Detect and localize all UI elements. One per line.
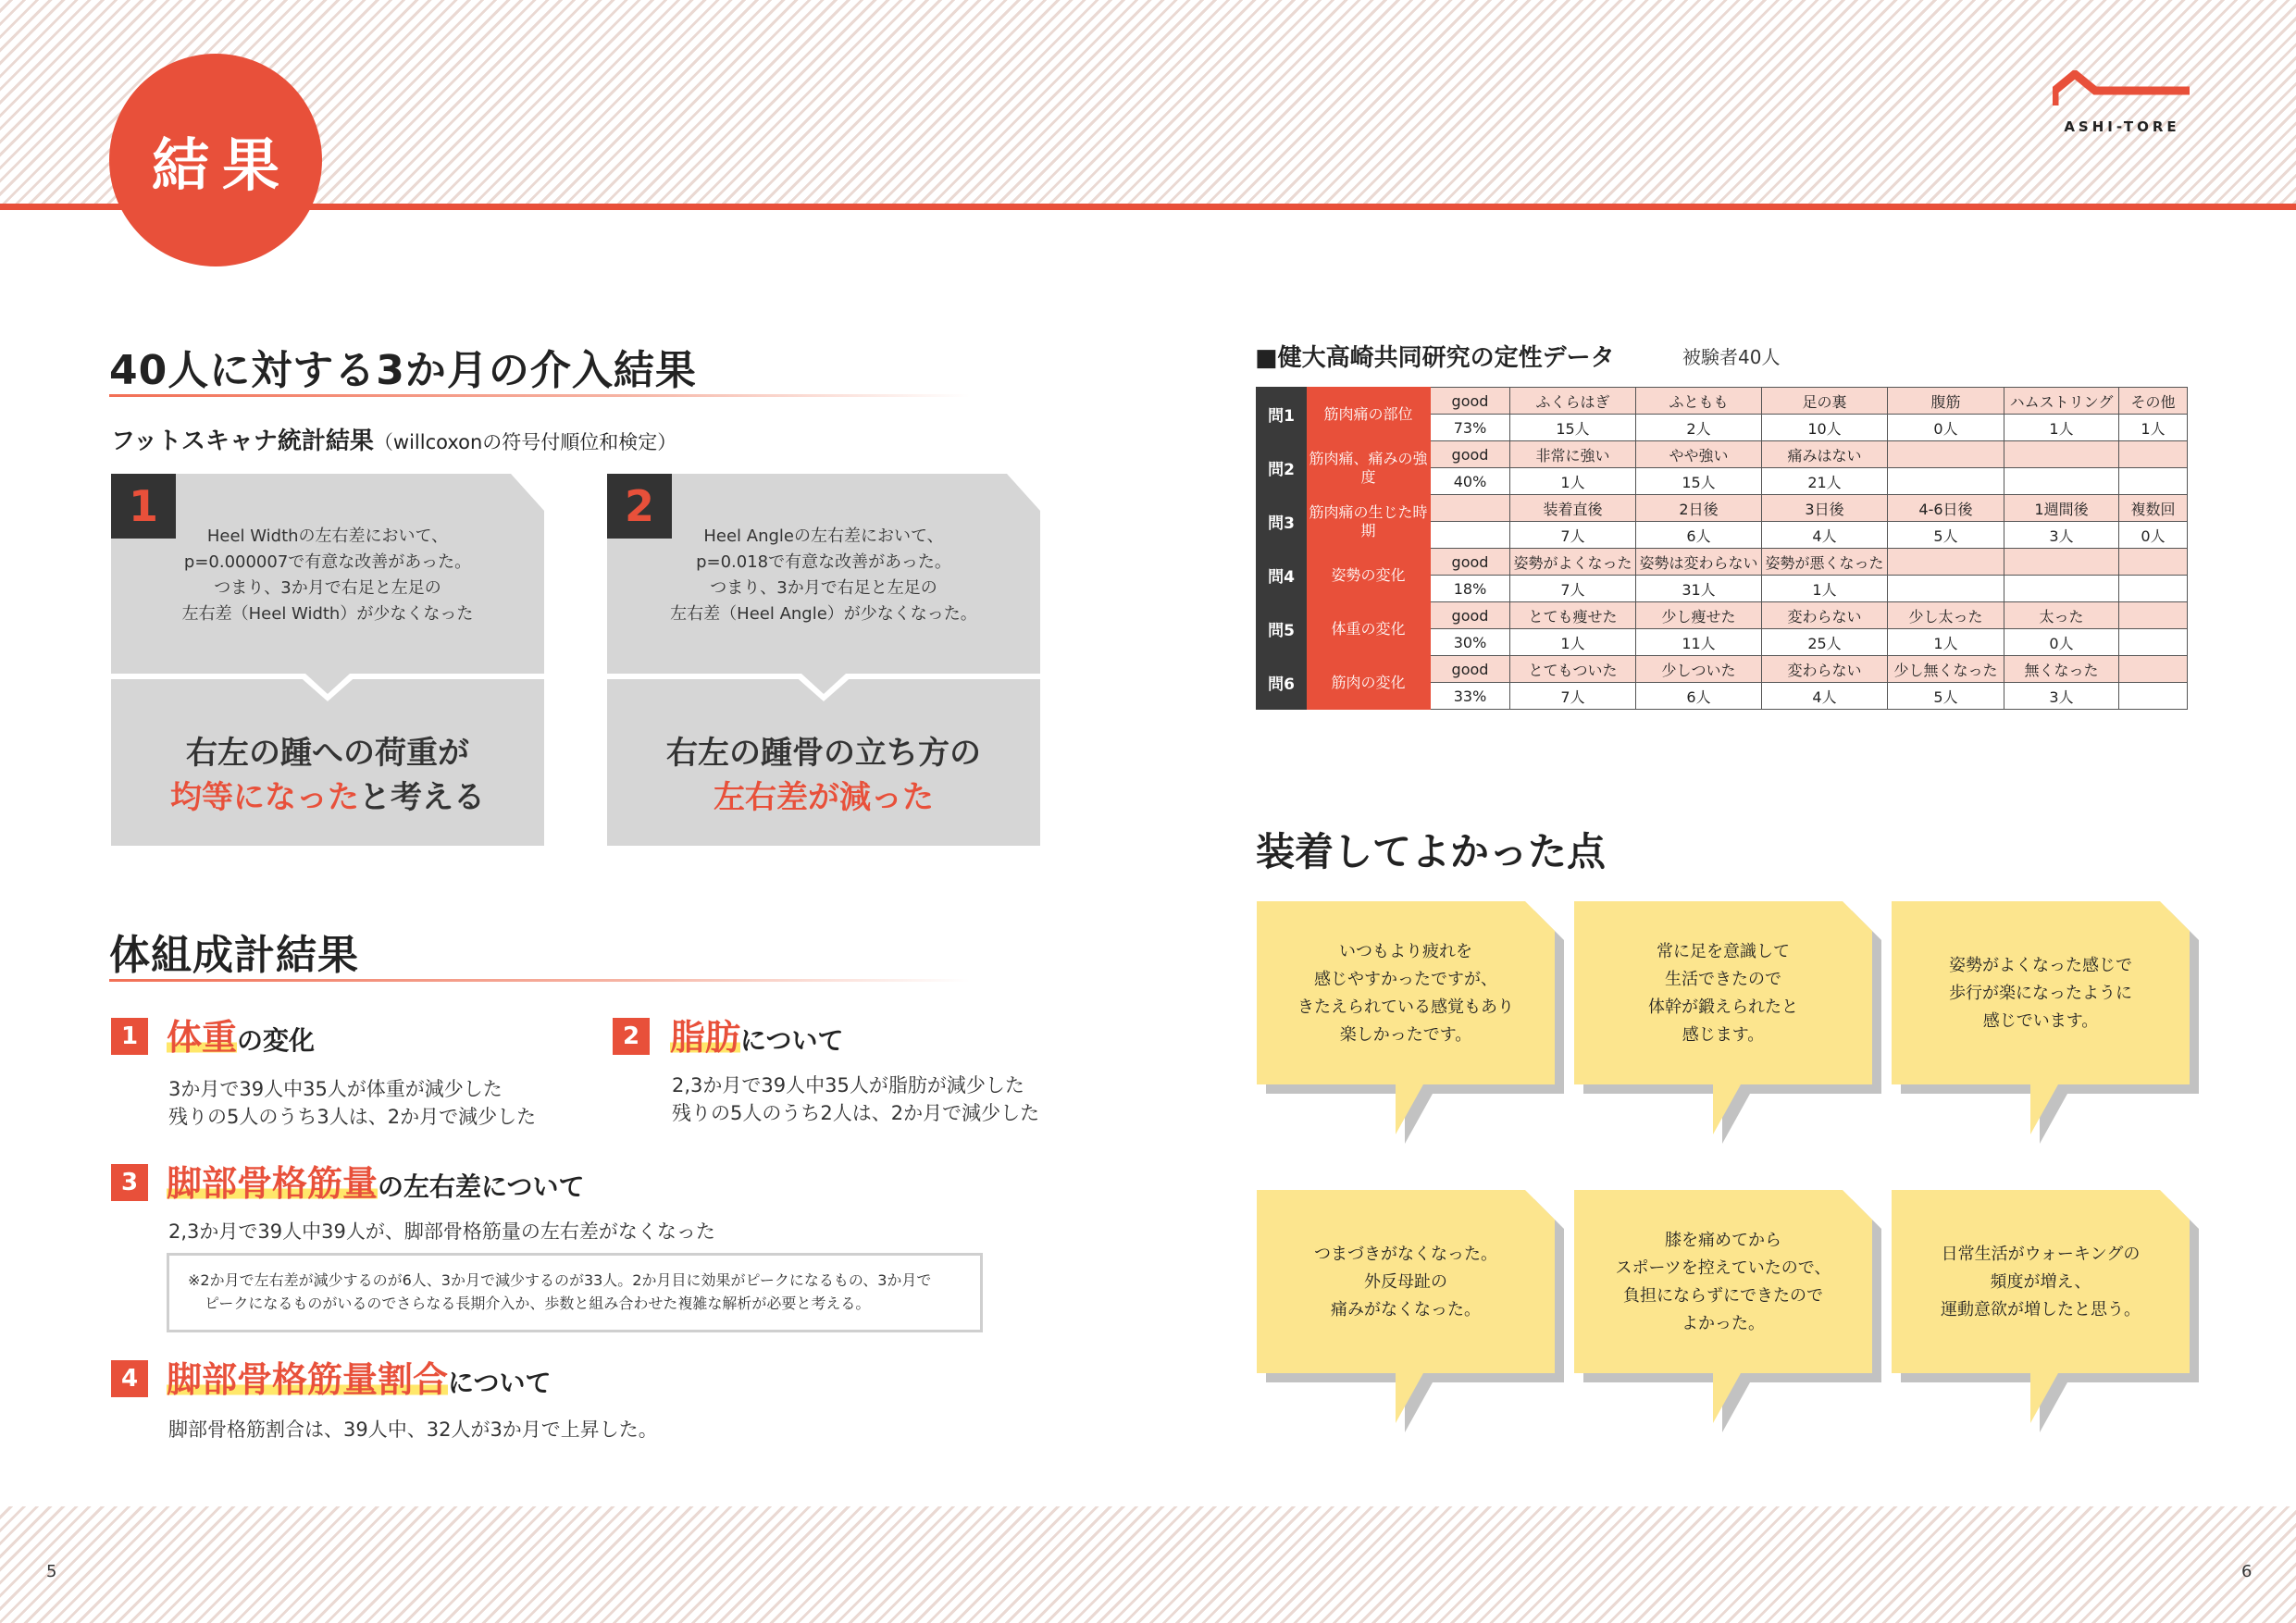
option-cell: 少しついた bbox=[1636, 656, 1762, 683]
value-cell: 1人 bbox=[1762, 576, 1888, 602]
item-heading bbox=[670, 1009, 843, 1059]
merit-text: つまづきがなくなった。 外反母趾の 痛みがなくなった。 bbox=[1314, 1245, 1497, 1319]
qualitative-table bbox=[1256, 387, 2188, 710]
roof-icon bbox=[2053, 70, 2191, 107]
question-number: 問3 bbox=[1257, 495, 1307, 549]
card-notch-fill bbox=[305, 674, 350, 694]
value-cell: 73% bbox=[1431, 415, 1510, 441]
card-desc-line: p=0.000007で有意な改善があった。 bbox=[183, 552, 472, 572]
item-heading-rest: について bbox=[448, 1368, 552, 1398]
value-cell: 6人 bbox=[1636, 522, 1762, 549]
merit-bubble bbox=[1574, 901, 1872, 1133]
option-cell: 腹筋 bbox=[1888, 388, 2004, 415]
option-cell: 3日後 bbox=[1762, 495, 1888, 522]
item-heading-rest: について bbox=[740, 1025, 844, 1056]
option-cell bbox=[2004, 441, 2119, 468]
option-cell bbox=[2119, 602, 2188, 629]
value-cell: 10人 bbox=[1762, 415, 1888, 441]
item-text bbox=[168, 1075, 536, 1131]
value-cell: 40% bbox=[1431, 468, 1510, 495]
intervention-underline bbox=[109, 394, 970, 397]
header-rule bbox=[0, 204, 2296, 210]
question-label: 筋肉痛の生じた時期 bbox=[1307, 495, 1431, 549]
card-desc-line: つまり、3か月で右足と左足の bbox=[710, 578, 937, 598]
subject-count: 被験者40人 bbox=[1682, 346, 1781, 368]
value-cell: 7人 bbox=[1510, 683, 1636, 710]
note-line: ※2か月で左右差が減少するのが6人、3か月で減少するのが33人。2か月目に効果がピークになるもの、3か月で bbox=[188, 1271, 932, 1289]
item-heading bbox=[167, 1009, 315, 1059]
item-heading bbox=[167, 1351, 551, 1402]
item-number-badge: 1 bbox=[111, 1018, 148, 1055]
option-cell: 太った bbox=[2004, 602, 2119, 629]
value-cell: 31人 bbox=[1636, 576, 1762, 602]
note-line: ピークになるものがいるのでさらなる長期介入か、歩数と組み合わせた複雑な解析が必要と考える。 bbox=[205, 1295, 871, 1312]
conclusion-line: 右左の踵への荷重が bbox=[186, 735, 469, 772]
value-cell: 1人 bbox=[2004, 415, 2119, 441]
value-cell: 11人 bbox=[1636, 629, 1762, 656]
option-cell: 無くなった bbox=[2004, 656, 2119, 683]
page-number-right: 6 bbox=[2241, 1562, 2253, 1581]
merit-text: いつもより疲れを 感じやすかったですが、 きたえられている感覚もあり 楽しかったです。 bbox=[1297, 942, 1514, 1045]
option-cell: 装着直後 bbox=[1510, 495, 1636, 522]
item-text-line: 2,3か月で39人中39人が、脚部骨格筋量の左右差がなくなった bbox=[168, 1220, 715, 1243]
card-number: 1 bbox=[111, 474, 176, 539]
option-cell: 姿勢がよくなった bbox=[1510, 549, 1636, 576]
option-cell bbox=[1888, 441, 2004, 468]
body-comp-underline bbox=[109, 979, 970, 982]
card-conclusion bbox=[111, 731, 544, 820]
foot-scanner-subtitle bbox=[111, 422, 676, 456]
option-cell: とてもついた bbox=[1510, 656, 1636, 683]
header-stripes bbox=[0, 0, 2296, 205]
value-cell bbox=[2119, 629, 2188, 656]
item-highlight: 脂肪 bbox=[670, 1017, 741, 1058]
intervention-title: 40人に対する3か月の介入結果 bbox=[109, 347, 697, 394]
option-cell: 変わらない bbox=[1762, 656, 1888, 683]
question-label: 姿勢の変化 bbox=[1307, 549, 1431, 602]
option-cell: 痛みはない bbox=[1762, 441, 1888, 468]
card-desc-line: 左右差（Heel Angle）が少なくなった。 bbox=[670, 604, 977, 624]
value-cell: 30% bbox=[1431, 629, 1510, 656]
merits-title: 装着してよかった点 bbox=[1256, 829, 1607, 874]
option-cell: 姿勢が悪くなった bbox=[1762, 549, 1888, 576]
option-cell: 1週間後 bbox=[2004, 495, 2119, 522]
card-notch-fill bbox=[801, 674, 846, 694]
item-text bbox=[168, 1218, 715, 1245]
value-cell: 0人 bbox=[2004, 629, 2119, 656]
option-cell: やや強い bbox=[1636, 441, 1762, 468]
card-desc-line: 左右差（Heel Width）が少なくなった bbox=[181, 604, 474, 624]
option-cell bbox=[2119, 441, 2188, 468]
value-cell: 1人 bbox=[1888, 629, 2004, 656]
option-cell: 複数回 bbox=[2119, 495, 2188, 522]
option-cell: good bbox=[1431, 602, 1510, 629]
item-heading-rest: の左右差について bbox=[378, 1171, 585, 1202]
table-row bbox=[1257, 388, 2188, 415]
question-label: 筋肉の変化 bbox=[1307, 656, 1431, 710]
question-number: 問2 bbox=[1257, 441, 1307, 495]
value-cell bbox=[2004, 576, 2119, 602]
option-cell bbox=[2119, 549, 2188, 576]
value-cell: 2人 bbox=[1636, 415, 1762, 441]
option-cell: 少し無くなった bbox=[1888, 656, 2004, 683]
value-cell bbox=[1431, 522, 1510, 549]
brand-logo bbox=[2053, 70, 2191, 137]
card-desc-line: Heel Angleの左右差において、 bbox=[703, 527, 944, 546]
qualitative-title: ■健大高崎共同研究の定性データ bbox=[1255, 344, 1615, 372]
card-number: 2 bbox=[607, 474, 672, 539]
option-cell bbox=[1431, 495, 1510, 522]
card-conclusion-box bbox=[111, 679, 544, 846]
question-number: 問1 bbox=[1257, 388, 1307, 441]
page-title: 結果 bbox=[109, 54, 322, 266]
value-cell bbox=[1888, 468, 2004, 495]
item-number-badge: 4 bbox=[111, 1360, 148, 1397]
value-cell: 1人 bbox=[1510, 468, 1636, 495]
option-cell: 姿勢は変わらない bbox=[1636, 549, 1762, 576]
option-cell: 少し痩せた bbox=[1636, 602, 1762, 629]
option-cell bbox=[1888, 549, 2004, 576]
option-cell: 変わらない bbox=[1762, 602, 1888, 629]
merit-bubble bbox=[1574, 1190, 1872, 1421]
option-cell: good bbox=[1431, 549, 1510, 576]
value-cell: 4人 bbox=[1762, 683, 1888, 710]
option-cell bbox=[2004, 549, 2119, 576]
merit-text: 常に足を意識して 生活できたので 体幹が鍛えられたと 感じます。 bbox=[1648, 942, 1798, 1045]
table-row bbox=[1257, 441, 2188, 468]
item-highlight: 脚部骨格筋量割合 bbox=[167, 1359, 449, 1400]
result-card-1 bbox=[111, 474, 544, 846]
merit-text: 膝を痛めてから スポーツを控えていたので、 負担にならずにできたので よかった。 bbox=[1615, 1231, 1831, 1333]
analysis-note bbox=[167, 1253, 983, 1332]
option-cell: ハムストリング bbox=[2004, 388, 2119, 415]
merit-text: 日常生活がウォーキングの 頻度が増え、 運動意欲が増したと思う。 bbox=[1941, 1245, 2141, 1319]
value-cell: 18% bbox=[1431, 576, 1510, 602]
value-cell: 25人 bbox=[1762, 629, 1888, 656]
item-text-line: 2,3か月で39人中35人が脂肪が減少した bbox=[672, 1074, 1024, 1096]
value-cell bbox=[2119, 683, 2188, 710]
value-cell: 3人 bbox=[2004, 522, 2119, 549]
item-text-line: 残りの5人のうち2人は、2か月で減少した bbox=[672, 1102, 1040, 1124]
card-conclusion bbox=[607, 731, 1040, 820]
table-row bbox=[1257, 549, 2188, 576]
foot-scanner-subtitle-note: （willcoxonの符号付順位和検定） bbox=[373, 431, 677, 453]
value-cell: 0人 bbox=[2119, 522, 2188, 549]
card-description bbox=[148, 524, 507, 627]
option-cell: 4-6日後 bbox=[1888, 495, 2004, 522]
value-cell: 1人 bbox=[2119, 415, 2188, 441]
card-desc-line: つまり、3か月で右足と左足の bbox=[214, 578, 441, 598]
value-cell: 15人 bbox=[1636, 468, 1762, 495]
merit-bubble bbox=[1892, 1190, 2190, 1421]
merit-text: 姿勢がよくなった感じで 歩行が楽になったように 感じでいます。 bbox=[1949, 956, 2132, 1031]
body-comp-title: 体組成計結果 bbox=[109, 932, 359, 979]
card-description bbox=[644, 524, 1003, 627]
value-cell bbox=[2119, 468, 2188, 495]
merit-bubble bbox=[1257, 901, 1555, 1133]
value-cell: 3人 bbox=[2004, 683, 2119, 710]
value-cell bbox=[2119, 576, 2188, 602]
item-highlight: 脚部骨格筋量 bbox=[167, 1163, 379, 1204]
option-cell: ふくらはぎ bbox=[1510, 388, 1636, 415]
conclusion-highlight: 左右差が減った bbox=[714, 779, 934, 816]
item-number-badge: 2 bbox=[613, 1018, 650, 1055]
merit-bubble bbox=[1892, 901, 2190, 1133]
option-cell: 2日後 bbox=[1636, 495, 1762, 522]
value-cell bbox=[2004, 468, 2119, 495]
item-text bbox=[672, 1072, 1039, 1127]
merit-bubble bbox=[1257, 1190, 1555, 1421]
question-label: 筋肉痛、痛みの強度 bbox=[1307, 441, 1431, 495]
item-highlight: 体重 bbox=[167, 1017, 238, 1058]
option-cell: good bbox=[1431, 388, 1510, 415]
value-cell: 7人 bbox=[1510, 576, 1636, 602]
option-cell: 足の裏 bbox=[1762, 388, 1888, 415]
foot-scanner-subtitle-main: フットスキャナ統計結果 bbox=[111, 427, 374, 455]
value-cell: 7人 bbox=[1510, 522, 1636, 549]
table-row bbox=[1257, 495, 2188, 522]
item-heading-rest: の変化 bbox=[237, 1025, 316, 1056]
item-text bbox=[168, 1416, 658, 1443]
value-cell: 15人 bbox=[1510, 415, 1636, 441]
footer-stripes bbox=[0, 1506, 2296, 1623]
value-cell: 5人 bbox=[1888, 683, 2004, 710]
value-cell: 1人 bbox=[1510, 629, 1636, 656]
item-number-badge: 3 bbox=[111, 1164, 148, 1201]
value-cell: 21人 bbox=[1762, 468, 1888, 495]
item-text-line: 残りの5人のうち3人は、2か月で減少した bbox=[168, 1106, 537, 1128]
item-text-line: 3か月で39人中35人が体重が減少した bbox=[168, 1078, 503, 1100]
item-text-line: 脚部骨格筋割合は、39人中、32人が3か月で上昇した。 bbox=[168, 1419, 658, 1441]
option-cell: ふともも bbox=[1636, 388, 1762, 415]
question-number: 問5 bbox=[1257, 602, 1307, 656]
logo-text: ASHI-TORE bbox=[2064, 118, 2180, 135]
table-row bbox=[1257, 602, 2188, 629]
card-conclusion-box bbox=[607, 679, 1040, 846]
question-label: 体重の変化 bbox=[1307, 602, 1431, 656]
table-row bbox=[1257, 656, 2188, 683]
conclusion-tail: と考える bbox=[359, 779, 485, 816]
question-label: 筋肉痛の部位 bbox=[1307, 388, 1431, 441]
conclusion-line: 右左の踵骨の立ち方の bbox=[666, 735, 981, 772]
option-cell: 少し太った bbox=[1888, 602, 2004, 629]
question-number: 問4 bbox=[1257, 549, 1307, 602]
conclusion-highlight: 均等になった bbox=[170, 779, 359, 816]
item-heading bbox=[167, 1155, 584, 1206]
page-number-left: 5 bbox=[46, 1562, 57, 1581]
option-cell: とても痩せた bbox=[1510, 602, 1636, 629]
value-cell: 4人 bbox=[1762, 522, 1888, 549]
option-cell: 非常に強い bbox=[1510, 441, 1636, 468]
value-cell: 6人 bbox=[1636, 683, 1762, 710]
value-cell bbox=[1888, 576, 2004, 602]
value-cell: 5人 bbox=[1888, 522, 2004, 549]
option-cell: good bbox=[1431, 656, 1510, 683]
option-cell: good bbox=[1431, 441, 1510, 468]
value-cell: 33% bbox=[1431, 683, 1510, 710]
card-desc-line: Heel Widthの左右差において、 bbox=[206, 527, 449, 546]
card-desc-line: p=0.018で有意な改善があった。 bbox=[696, 552, 951, 572]
result-card-2 bbox=[607, 474, 1040, 846]
option-cell bbox=[2119, 656, 2188, 683]
option-cell: その他 bbox=[2119, 388, 2188, 415]
question-number: 問6 bbox=[1257, 656, 1307, 710]
value-cell: 0人 bbox=[1888, 415, 2004, 441]
